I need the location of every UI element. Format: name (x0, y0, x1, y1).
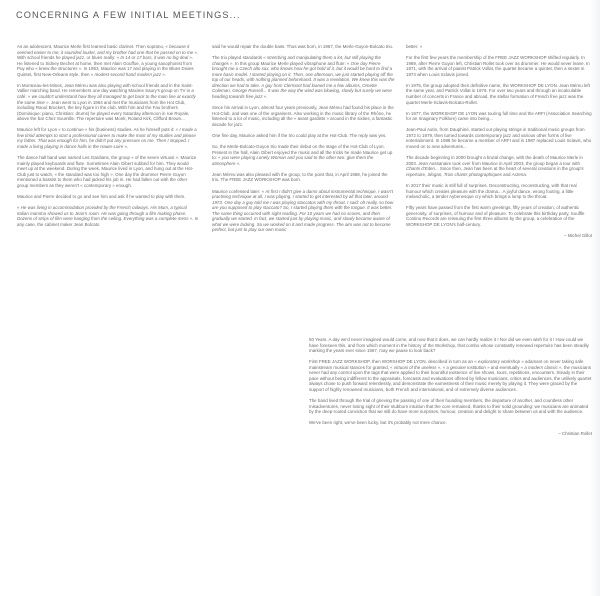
paragraph (406, 155, 592, 177)
body-text: ». (235, 160, 241, 166)
paragraph (406, 205, 592, 227)
body-text: The decade beginning in 2000 brought a brutal change, with the death of Maurice Merle in 2003. Jean Aussanaire took over from Maurice in April 2003, the group began a tour with (406, 155, 583, 166)
body-text: ». He listened to Sidney Bechet at home, then met Alain Gouffoe, a young saxophonist from Puy who « (17, 55, 194, 72)
author-signature: – Christian Rollet (558, 431, 592, 437)
body-text: Jean Méreu was also pleased with the group, to the point that, in April 1968, he joined the trio. The FREE JAZZ WORKSHOP was born. (212, 171, 388, 183)
body-text: One fine day, Maurice asked him if the trio could play at the Hot-Club. The reply was yes. (212, 132, 387, 138)
paragraph (406, 44, 592, 50)
body-text: Maurice and Pierre decided to go and see him and ask if he wanted to play with them. (17, 193, 186, 199)
quote-text: virtuosi of the useless (393, 364, 437, 370)
body-text: In 1975, the group adopted their definitive name, the WORKSHOP DE LYON. Jean Méreu left the same year, and Patrick Vollat in 1976. For over two years and through an incalculable number of concerts in France and abroad, the stellar formation of French free jazz was the quartet Merle-Sclavis-Bolcato-Rollet. (406, 82, 590, 105)
body-text: », the musicians never had any control upon the tags that were applied to their bountiful existence of live shows, tours, repetitions, encounters. Steady in their pace without being indifferent to the appraisals, forecasts and evaluations offered by fellow musicians, critics and audiences, the unlikely quartet always chose to push forward relentlessly, and demonstrate the earnestness of their music merely by playing it. They were graced by the support of highly renowned musicians, both French and international, and of extremely diverse audiences. (309, 364, 592, 392)
quote-text: At first I didn't give a damn about instrumental technique, I wasn't practising technique at all, I was playing. I started to get interested by all that later, around 1973. One day a guy told me I was playing staccatos with my throat. I said: oh really, so how are you supposed to play staccato? So, I started playing them with the tongue. It was better. The same thing occurred with sight reading. For 10 years we had no scores, and then gradually we started. In fact, we started just by playing music, and slowly became aware of what we were lacking. So we worked on it and made progress. The aim was not to become perfect, but just to play our own music (212, 188, 394, 233)
body-text: Fifty years have passed from the first warm greetings, fifty years of creation, of authentic generosity, of surprises, of humour and of pleasure. To celebrate this birthday party, Souffle Continu Records are reissuing the first three albums by the group, a celebration of the WORKSHOP DE LYON's half-century. (406, 205, 585, 227)
quote-text: stretching and manipulating them a lot, but still playing the changes (212, 55, 381, 66)
quote-text: Chants d'Eden (406, 166, 435, 172)
body-text: For the first few years the membership of the FREE JAZZ WORKSHOP shifted regularly. In 1969, after Pierre Guyon left, Christian Rollet took over as drummer. He would never leave. In 1971, with the arrival of pianist Patrick Vollat, the quartet became a quintet, then a sextet in 1973 when Louis Sclavis joined. (406, 55, 590, 77)
body-text: In 1977, the WORKSHOP DE LYON was touring full time and the ARFI (Association Searching for an Imaginary Folklore) came into being... (406, 110, 592, 122)
paragraph (212, 172, 396, 183)
quote-text: Slogan, Trois chants photographiques (427, 171, 502, 177)
body-text: » and eventually « (485, 364, 525, 370)
text-column-3 (406, 44, 592, 244)
quote-text: He was living in accommodation provided by the French railways. His Mum, a typical Italian mamma showed us to Jean's room. He was going through a film making phase. Dozens of strips of film were hanging from the ceiling. Everything was a complete mess (17, 205, 189, 222)
paragraph (17, 44, 199, 77)
page-title: CONCERNING A FEW INITIAL MEETINGS... (16, 10, 241, 20)
quote-text: I made a few timid attempts to start a professional career to make the most of my studies and please my father. That was enough for him, he didn't put any pressure on me. Then I stopped. I made a living playing in dance halls in the Haute-Loire (17, 127, 197, 149)
quote-text: In 14 or 17 bars, it was no big deal (120, 55, 189, 61)
quote-text: we couldn't understand how they all managed to get back to the main line at exactly the same time (17, 93, 196, 105)
paragraph (406, 127, 592, 149)
body-text: As an adolescent, Maurice Merle first learned basic clarinet. Then soprano, « (17, 44, 170, 49)
body-text: So, the Merle-Bolcato-Guyon trio made their debut on the stage of the Hot-Club of Lyon. Present in the hall, Alain Gibert enjoyed the music and all the tricks he made Maurice get up to: « (212, 144, 393, 161)
body-text: ». (123, 143, 129, 149)
paragraph (406, 183, 592, 200)
paragraph (309, 398, 592, 415)
paragraph (406, 55, 592, 77)
body-text: Maurice left for Lyon « to continue » his (business) studies. As he himself puts it: « (17, 127, 180, 133)
body-text: ... Since then, Jean has been at the heart of several creations in the group's repertoire, (406, 166, 584, 177)
quote-text: because it seemed easier to me, it sounded louder, and my brother had one that he passed on to me (17, 44, 194, 55)
paragraph (309, 337, 592, 354)
quote-text: Arzena (511, 171, 526, 177)
paragraph (212, 105, 396, 127)
body-text: Jean-Paul Autin, from Dauphiné, started out playing strings in traditional music groups from 1972 to 1979, then turned towards contemporary jazz and various other forms of live entertainment. In 1988 he became a member of ARFI and in 1987 replaced Louis Sclavis, who moved on to new adventures... (406, 127, 592, 150)
paragraph (17, 83, 199, 122)
body-text: said he would repair the double bass. Thus was born, in 1967, the Merle-Guyon-Bolcato trio. (212, 44, 394, 49)
paragraph (309, 420, 592, 426)
body-text: » adamant on never taking safe mainstream musical stances for granted, « (309, 359, 584, 370)
quote-text: modest second hand modern jazz (94, 71, 162, 77)
body-text: 50 Years. A day we'd never imagined would come, and now that it does, we can hardly realize it ! Nor did we even wish for it ! How could we have foreseen this, and from which moment in the history of the Workshop, that combo whose constantly renewed repertoire has been steadily marking the years ever since 1967, may we pause to look back? (309, 337, 589, 354)
body-text: ». In 1963, Maurice was 17 and playing in the Blues Dixies Quintet, first New-Orleans style, then « (17, 66, 194, 77)
paragraph (17, 205, 199, 227)
body-text: We've been right, we've been lucky, but it's probably not mere chance. (309, 420, 447, 426)
paragraph (212, 189, 396, 233)
body-text: The band lived through the trial of grieving the passing of one of their founding members, the departure of another, and countless other misadventures, never losing sight of their stubborn intuition that the core remained, thanks to their solid grounding: we musicians are animated by the deep-rooted conviction that we still do have more surprises, humour, creation and delight to share between us and with the audience. (309, 398, 589, 415)
body-text: ». Jean went to Lyon in 1964 and met the musicians from the Hot Club, including Raoul Bruckert, the key figure in the club. With him and the Fau brothers (Dominique: piano, Christian: drums) he played every Saturday afternoon in rue Royale, above the bar Chez Soumille. The repertoire was Monk, Roland Kirk, Clifford Brown... (17, 99, 190, 122)
quote-text: knew the structures (38, 66, 78, 72)
quote-text: a modern classic (524, 364, 558, 370)
body-text: The trio played standards « (212, 55, 268, 61)
body-text: Maurice confessed later: « (212, 188, 266, 194)
paragraph (309, 359, 592, 392)
body-text: Since his arrival in Lyon, almost four years previously, Jean Méreu had found his place in the Hot-Club, and was one of the organisers. Also working in the music library of the Rhône, he listened to a lot of music, including all the « avant gardists » around in the sixties, a fantastic decade for jazz. (212, 105, 394, 127)
closing-text-block (309, 337, 592, 443)
author-signature: – Michel Gillot (564, 232, 592, 238)
body-text: « (17, 205, 21, 211)
body-text: The dance hall band was named Les Gardians, the group « of the seven virtuosi ». Maurice mainly played keyboards and flute. Sometimes Alain Gibert subbed for him. They would meet up at the weekend. During the week, Maurice lived in Lyon, and hung out at the Hot-Club just to watch, « the standard was too high ». One day the drummer Pierre Guyon mentioned a bassist to them who had jacked his job in. He had fallen out with the other group members as they weren't « contemporary » enough. (17, 155, 197, 188)
paragraph (212, 133, 396, 139)
body-text: ». (161, 71, 166, 77)
text-column-2 (212, 44, 396, 238)
body-text: and (501, 171, 512, 177)
quote-text: better. (406, 44, 419, 49)
paragraph (212, 55, 396, 99)
body-text: In 2017 their music is still full of surprises. Deconstructing, reconstructing, with that real humour which creates pleasure with the drama... A joyful dance, wrong footing, a little melancholic, a tender Aybenesque cry which brings a lump to the throat. (406, 182, 577, 200)
body-text: » (418, 44, 423, 49)
body-text: ». In this group Maurice Merle played vibraphone and flute: « (228, 60, 351, 66)
paragraph (17, 127, 199, 149)
quote-text: One day Pierre brought me a Czech alto sax, who knows how he got hold of it, but it would be hard to find a more basic model. I started playing on it. Then, one afternoon, we just started playing off the top of our heads, with nothing planned beforehand. It was a revelation. We knew this was the direction we had to take. A guy from Clermont had loaned me a few albums, Ornette Coleman, George Russell... It was the way the wind was blowing, slowly but surely we were heading towards free jazz (212, 60, 395, 99)
body-text: ». In any case, the cabinet maker Jean Bolcato (17, 216, 199, 227)
body-text: In Montceau-les-Mines, Jean Méreu was also playing with school friends and in the Saint-Vallier marching band. He remembers one day watching Maxime Saury's group on TV in a café: « (17, 82, 194, 99)
quote-text: a genuine institution (446, 364, 486, 370)
body-text: ». (262, 93, 268, 99)
paragraph (406, 111, 592, 122)
paragraph (212, 144, 396, 166)
body-text: First FREE JAZZ WORKSHOP, then WORSHOP DE LYON, described in turn as an « (309, 359, 478, 365)
body-text: . (525, 171, 528, 177)
body-text: », « (436, 364, 447, 370)
quote-text: you were playing Lonely Woman and you said to the other two: give them the atmosphere (212, 155, 374, 166)
paragraph (212, 44, 396, 50)
quote-text: exploratory workshop (477, 359, 521, 365)
paragraph (17, 155, 199, 188)
body-text: ». With school friends he played jazz, or blues really: « (17, 49, 199, 61)
text-column-1 (17, 44, 199, 233)
paragraph (406, 83, 592, 105)
paragraph (17, 194, 199, 200)
